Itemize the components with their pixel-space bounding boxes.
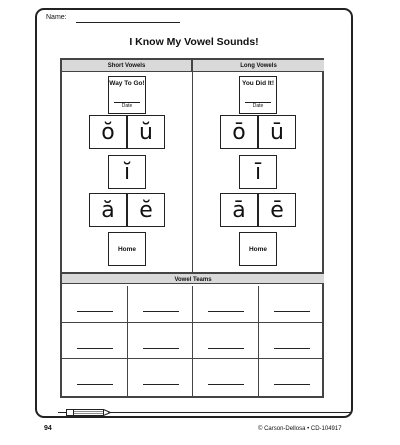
long-a-box: ā — [220, 193, 258, 227]
vowel-team-cell — [128, 323, 194, 360]
write-line[interactable] — [77, 384, 113, 385]
vowel-team-cell — [62, 286, 128, 323]
long-vowels-header: Long Vowels — [193, 60, 324, 72]
name-label: Name: — [46, 14, 67, 21]
short-o-box: ŏ — [89, 115, 127, 149]
name-write-line[interactable] — [76, 22, 180, 23]
long-date-label: Date — [252, 103, 264, 109]
write-line[interactable] — [208, 384, 244, 385]
short-u-box: ŭ — [127, 115, 165, 149]
vowel-team-cell — [259, 323, 325, 360]
vowel-team-cell — [259, 286, 325, 323]
vowel-table — [60, 58, 324, 398]
vowel-teams-grid — [62, 286, 324, 396]
short-vowels-header: Short Vowels — [62, 60, 192, 72]
short-a-box: ă — [89, 193, 127, 227]
short-home-box: Home — [108, 232, 146, 266]
copyright-credit: © Carson-Dellosa • CD-104917 — [258, 426, 342, 432]
write-line[interactable] — [143, 311, 179, 312]
write-line[interactable] — [274, 384, 310, 385]
vowel-team-cell — [128, 286, 194, 323]
vowel-team-cell — [128, 359, 194, 396]
short-start-label: Way To Go! — [109, 80, 145, 87]
page-title: I Know My Vowel Sounds! — [129, 36, 259, 48]
write-line[interactable] — [208, 348, 244, 349]
short-i-box: ĭ — [108, 155, 146, 189]
short-e-box: ĕ — [127, 193, 165, 227]
long-start-box — [239, 76, 277, 114]
write-line[interactable] — [143, 348, 179, 349]
long-u-box: ū — [258, 115, 296, 149]
short-date-label: Date — [121, 103, 133, 109]
vowel-team-cell — [193, 323, 259, 360]
vowel-team-cell — [62, 359, 128, 396]
write-line[interactable] — [208, 311, 244, 312]
pencil-icon — [66, 409, 112, 416]
write-line[interactable] — [274, 348, 310, 349]
column-divider — [192, 60, 193, 272]
long-i-box: ī — [239, 155, 277, 189]
write-line[interactable] — [274, 311, 310, 312]
long-o-box: ō — [220, 115, 258, 149]
long-start-label: You Did It! — [241, 80, 274, 87]
write-line[interactable] — [143, 384, 179, 385]
vowel-teams-header: Vowel Teams — [62, 272, 324, 284]
vowel-team-cell — [193, 286, 259, 323]
write-line[interactable] — [77, 348, 113, 349]
long-home-box: Home — [239, 232, 277, 266]
page-number: 94 — [44, 425, 52, 432]
vowel-team-cell — [193, 359, 259, 396]
write-line[interactable] — [77, 311, 113, 312]
long-e-box: ē — [258, 193, 296, 227]
vowel-team-cell — [62, 323, 128, 360]
short-start-box — [108, 76, 146, 114]
vowel-team-cell — [259, 359, 325, 396]
